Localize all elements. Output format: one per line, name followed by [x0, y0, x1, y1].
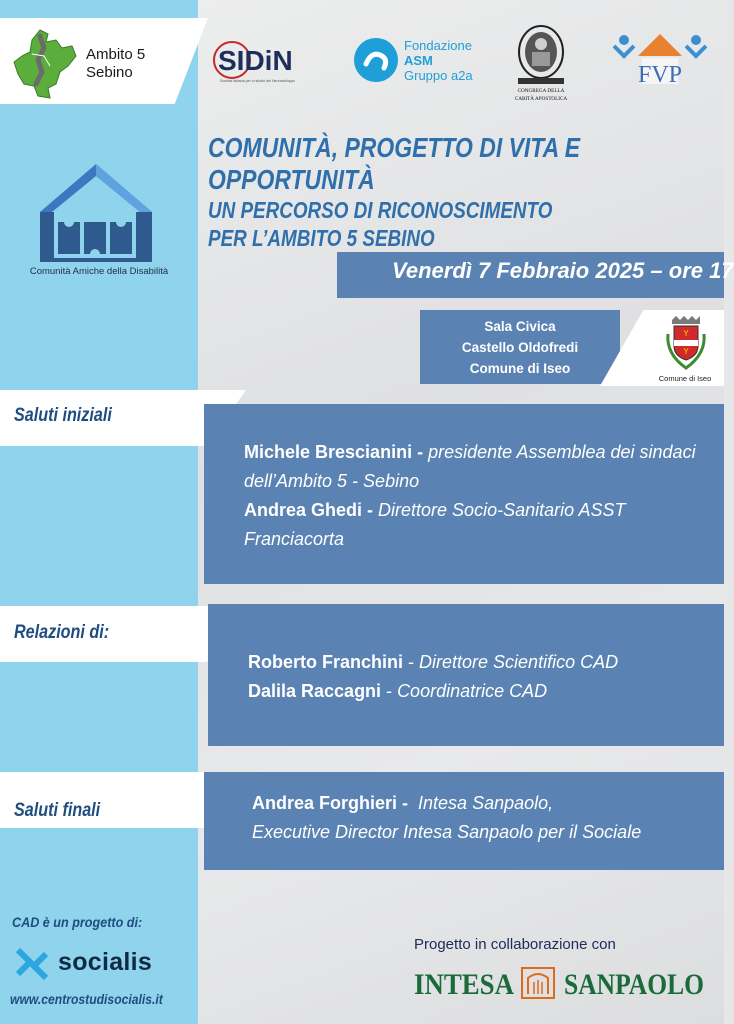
venue-text [420, 316, 620, 379]
speaker-entry [244, 438, 714, 496]
speaker-sep: - [412, 442, 429, 462]
ambito-map-icon [10, 26, 80, 102]
congrega-line2: CARITÀ APOSTOLICA [514, 96, 568, 102]
speaker-entry [248, 677, 718, 706]
intesa-sanpaolo-logo [410, 960, 710, 1004]
speaker-name: Michele Brescianini [244, 442, 413, 462]
speaker-role-line2: Executive Director Intesa Sanpaolo per il Sociale [252, 822, 642, 842]
speaker-role: Coordinatrice CAD [397, 681, 548, 701]
asm-line3: Gruppo a2a [404, 68, 473, 83]
socialis-logo-icon [14, 946, 50, 982]
event-title [208, 132, 618, 252]
speaker-entry [252, 789, 722, 818]
asm-line1: Fondazione [404, 38, 472, 53]
intesa-word: INTESA [414, 968, 515, 1001]
ambito-line1: Ambito 5 [86, 46, 146, 63]
comunita-amiche-caption: Comunità Amiche della Disabilità [29, 266, 169, 277]
relazioni-speakers [248, 648, 718, 706]
speaker-entry [248, 648, 718, 677]
relazioni-label: Relazioni di: [14, 622, 110, 643]
venue-line3: Comune di Iseo [469, 361, 571, 376]
event-date: Venerdì 7 Febbraio 2025 – ore 17 [392, 258, 734, 283]
comune-iseo-crest-icon [662, 314, 710, 370]
ambito-line2: Sebino [86, 64, 133, 81]
cad-project-label: CAD è un progetto di: [12, 914, 143, 930]
congrega-logo [510, 24, 572, 104]
venue-line1: Sala Civica [484, 319, 556, 334]
siding-logo [212, 40, 316, 86]
sanpaolo-word: SANPAOLO [564, 968, 704, 1001]
left-stripe [0, 0, 198, 1024]
speaker-name: Roberto Franchini [248, 652, 404, 672]
ambito-label [86, 46, 145, 82]
speaker-sep: - [403, 652, 420, 672]
svg-text:Y: Y [683, 329, 689, 338]
fvp-logo [612, 30, 708, 94]
title-line2: UN PERCORSO DI RICONOSCIMENTO [208, 197, 553, 223]
fvp-wordmark: FVP [637, 62, 683, 88]
title-line1: COMUNITÀ, PROGETTO DI VITA E OPPORTUNITÀ [208, 132, 581, 195]
speaker-role: Direttore Socio-Sanitario ASST Franciacorta [244, 500, 626, 549]
collaboration-label: Progetto in collaborazione con [414, 936, 616, 953]
speaker-sep: - [381, 681, 398, 701]
website-link[interactable]: www.centrostudisocialis.it [10, 992, 163, 1007]
asm-wordmark [404, 38, 473, 83]
title-line3: PER L’AMBITO 5 SEBINO [208, 225, 435, 251]
venue-line2: Castello Oldofredi [461, 340, 579, 355]
speaker-role: presidente Assemblea dei sindaci dell’Ambito 5 - Sebino [244, 442, 696, 491]
socialis-wordmark: socialis [58, 948, 153, 976]
speaker-role: Direttore Scientifico CAD [419, 652, 619, 672]
comune-caption: Comune di Iseo [658, 374, 712, 383]
saluti-finali-label: Saluti finali [14, 800, 101, 821]
svg-text:Y: Y [683, 347, 689, 356]
speaker-sep: - [362, 500, 379, 520]
speaker-role: Intesa Sanpaolo, [418, 793, 554, 813]
saluti-iniziali-speakers [244, 438, 714, 554]
speaker-name: Andrea Ghedi [244, 500, 363, 520]
siding-wordmark: SIDiN [218, 45, 293, 76]
asm-line2: ASM [404, 53, 433, 68]
congrega-line1: CONGREGA DELLA [517, 88, 565, 94]
speaker-name: Dalila Raccagni [248, 681, 382, 701]
saluti-finali-speakers [252, 789, 722, 847]
speaker-entry [244, 496, 714, 554]
siding-tagline: Società Italiana per lo studio del Neurosviluppo [220, 79, 295, 83]
comunita-amiche-logo [32, 160, 158, 264]
speaker-sep: - [397, 793, 419, 813]
saluti-iniziali-label: Saluti iniziali [14, 405, 112, 426]
speaker-name: Andrea Forghieri [252, 793, 398, 813]
